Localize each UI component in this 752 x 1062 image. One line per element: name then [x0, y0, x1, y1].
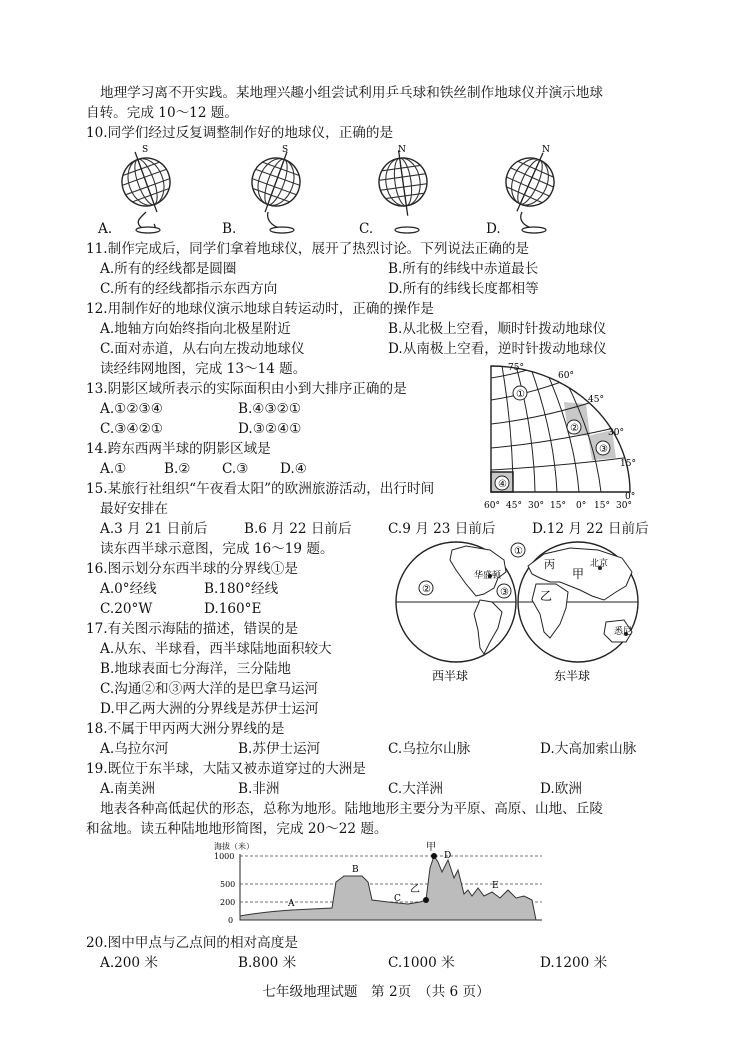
q20-opt-d: D.1200 米	[540, 955, 608, 971]
q14-stem: 14.跨东西两半球的阴影区域是	[86, 441, 271, 457]
q13-opt-d: D.③②④①	[238, 421, 302, 437]
point-d: D	[444, 851, 452, 861]
q17-opt-a: A.从东、半球看，西半球陆地面积较大	[100, 641, 332, 657]
q11-opt-c: C.所有的经线都指示东西方向	[100, 281, 278, 297]
lon-15e: 15°	[594, 501, 610, 510]
q20-opt-a: A.200 米	[100, 955, 158, 971]
q16-stem: 16.图示划分东西半球的分界线①是	[86, 561, 298, 577]
q17-stem: 17.有关图示海陆的描述，错误的是	[86, 621, 298, 637]
q15-opt-c: C.9 月 23 日前后	[388, 521, 496, 537]
q20-opt-c: C.1000 米	[388, 955, 455, 971]
page-footer: 七年级地理试题 第 2页 （共 6 页）	[262, 984, 490, 1000]
point-yi: 乙	[410, 884, 420, 895]
q14-opt-d: D.④	[280, 461, 307, 477]
q10-globes	[98, 142, 658, 234]
q16-opt-a: A.0°经线	[100, 581, 157, 597]
lon-45w: 45°	[506, 501, 522, 510]
q13-stem: 13.阴影区域所表示的实际面积由小到大排序正确的是	[86, 381, 407, 397]
q19-stem: 19.既位于东半球，大陆又被赤道穿过的大洲是	[86, 761, 366, 777]
q11-opt-a: A.所有的经线都是圆圈	[100, 261, 237, 277]
q14-opt-a: A.①	[100, 461, 127, 477]
intro-line-2: 自转。完成 10～12 题。	[86, 105, 238, 121]
q15-stem-1: 15.某旅行社组织“午夜看太阳”的欧洲旅游活动，出行时间	[86, 481, 435, 497]
intro-graticule: 读经纬网地图，完成 13～14 题。	[100, 361, 307, 377]
q19-opt-b: B.非洲	[238, 781, 280, 797]
globe-a-pole: S	[142, 145, 149, 155]
region-2-label: ②	[570, 423, 579, 434]
boundary-1-label: ①	[514, 546, 523, 557]
q12-stem: 12.用制作好的地球仪演示地球自转运动时，正确的操作是	[86, 301, 434, 317]
q12-opt-c: C.面对赤道，从右向左拨动地球仪	[100, 341, 305, 357]
q14-opt-c: C.③	[222, 461, 249, 477]
continent-jia-label: 甲	[572, 567, 585, 581]
q10-opt-b: B.	[222, 221, 237, 237]
q18-opt-b: B.苏伊士运河	[238, 741, 321, 757]
q18-opt-c: C.乌拉尔山脉	[388, 741, 471, 757]
q16-opt-b: B.180°经线	[204, 581, 279, 597]
q10-opt-c: C.	[359, 221, 374, 237]
lon-30w: 30°	[528, 501, 544, 510]
lon-15w: 15°	[550, 501, 566, 510]
ytick-1000: 1000	[214, 852, 235, 861]
graticule-diagram	[482, 362, 642, 510]
q10-opt-a: A.	[98, 221, 113, 237]
lat-75: 75°	[508, 363, 524, 373]
intro-landforms-1: 地表各种高低起伏的形态，总称为地形。陆地地形主要分为平原、高原、山地、丘陵	[100, 801, 603, 817]
q19-opt-d: D.欧洲	[540, 781, 582, 797]
q15-stem-2: 最好安排在	[100, 501, 168, 517]
q16-opt-c: C.20°W	[100, 601, 153, 617]
ytick-500: 500	[220, 880, 236, 889]
beijing-label: 北京	[590, 559, 609, 569]
globe-a	[113, 144, 180, 233]
intro-hemispheres: 读东西半球示意图，完成 16～19 题。	[100, 541, 334, 557]
point-e: E	[492, 881, 499, 891]
ocean-2-label: ②	[422, 584, 431, 595]
q11-opt-d: D.所有的纬线长度都相等	[388, 281, 539, 297]
q15-opt-d: D.12 月 22 日前后	[532, 521, 649, 537]
point-b: B	[352, 865, 359, 875]
globe-d-pole: N	[542, 145, 550, 155]
globe-c-pole: N	[398, 145, 406, 155]
q14-opt-b: B.②	[164, 461, 191, 477]
q20-stem: 20.图中甲点与乙点间的相对高度是	[86, 935, 298, 951]
q11-stem: 11.制作完成后，同学们拿着地球仪，展开了热烈讨论。下列说法正确的是	[86, 241, 530, 257]
ytick-200: 200	[220, 898, 236, 907]
ocean-3-label: ③	[500, 587, 509, 598]
region-3-label: ③	[599, 444, 608, 455]
q19-opt-c: C.大洋洲	[388, 781, 444, 797]
q19-opt-a: A.南美洲	[100, 781, 155, 797]
lon-0: 0°	[576, 501, 587, 510]
q18-opt-d: D.大高加索山脉	[540, 741, 637, 757]
q17-opt-d: D.甲乙两大洲的分界线是苏伊士运河	[100, 701, 319, 717]
intro-landforms-2: 和盆地。读五种陆地地形简图，完成 20～22 题。	[86, 821, 388, 837]
q12-opt-a: A.地轴方向始终指向北极星附近	[100, 321, 291, 337]
lat-60: 60°	[558, 371, 574, 381]
q16-opt-d: D.160°E	[204, 601, 262, 617]
region-4-label: ④	[498, 479, 507, 490]
continent-yi-label: 乙	[540, 589, 553, 603]
q13-opt-a: A.①②③④	[100, 401, 163, 417]
q13-opt-b: B.④③②①	[238, 401, 302, 417]
globe-d	[495, 143, 565, 233]
profile-ylabel: 海拔（米）	[214, 842, 254, 851]
q18-stem: 18.不属于甲丙两大洲分界线的是	[86, 721, 285, 737]
west-hemisphere-title: 西半球	[432, 669, 469, 683]
globe-b	[243, 144, 310, 233]
q15-opt-b: B.6 月 22 日前后	[244, 521, 352, 537]
lat-45: 45°	[588, 395, 604, 405]
ytick-0: 0	[228, 916, 234, 925]
washington-label: 华盛顿	[474, 571, 502, 581]
q17-opt-c: C.沟通②和③两大洋的是巴拿马运河	[100, 681, 319, 697]
q17-opt-b: B.地球表面七分海洋，三分陆地	[100, 661, 292, 677]
continent-bing-label: 丙	[544, 558, 555, 571]
q13-opt-c: C.③④②①	[100, 421, 163, 437]
point-c: C	[394, 894, 401, 904]
q11-opt-b: B.所有的纬线中赤道最长	[388, 261, 539, 277]
region-1-label: ①	[516, 389, 525, 400]
lon-30e: 30°	[616, 501, 632, 510]
q18-opt-a: A.乌拉尔河	[100, 741, 169, 757]
point-a: A	[288, 899, 295, 909]
q10-opt-d: D.	[486, 221, 501, 237]
lon-60w: 60°	[484, 501, 500, 510]
east-hemisphere-title: 东半球	[554, 669, 591, 683]
q12-opt-b: B.从北极上空看，顺时针拨动地球仪	[388, 321, 607, 337]
globe-b-pole: S	[282, 145, 289, 155]
globe-c	[375, 147, 432, 233]
q15-opt-a: A.3 月 21 日前后	[100, 521, 208, 537]
q12-opt-d: D.从南极上空看，逆时针拨动地球仪	[388, 341, 607, 357]
q10-stem: 10.同学们经过反复调整制作好的地球仪，正确的是	[86, 125, 394, 141]
lat-0: 0°	[625, 492, 636, 502]
elevation-profile	[212, 838, 552, 934]
q20-opt-b: B.800 米	[238, 955, 297, 971]
hemispheres-diagram	[394, 538, 652, 688]
point-jia: 甲	[426, 842, 436, 853]
lat-15: 15°	[620, 459, 636, 469]
intro-line-1: 地理学习离不开实践。某地理兴趣小组尝试利用乒乓球和铁丝制作地球仪并演示地球	[100, 85, 603, 101]
lat-30: 30°	[608, 428, 624, 438]
sydney-label: 悉尼	[614, 627, 633, 637]
